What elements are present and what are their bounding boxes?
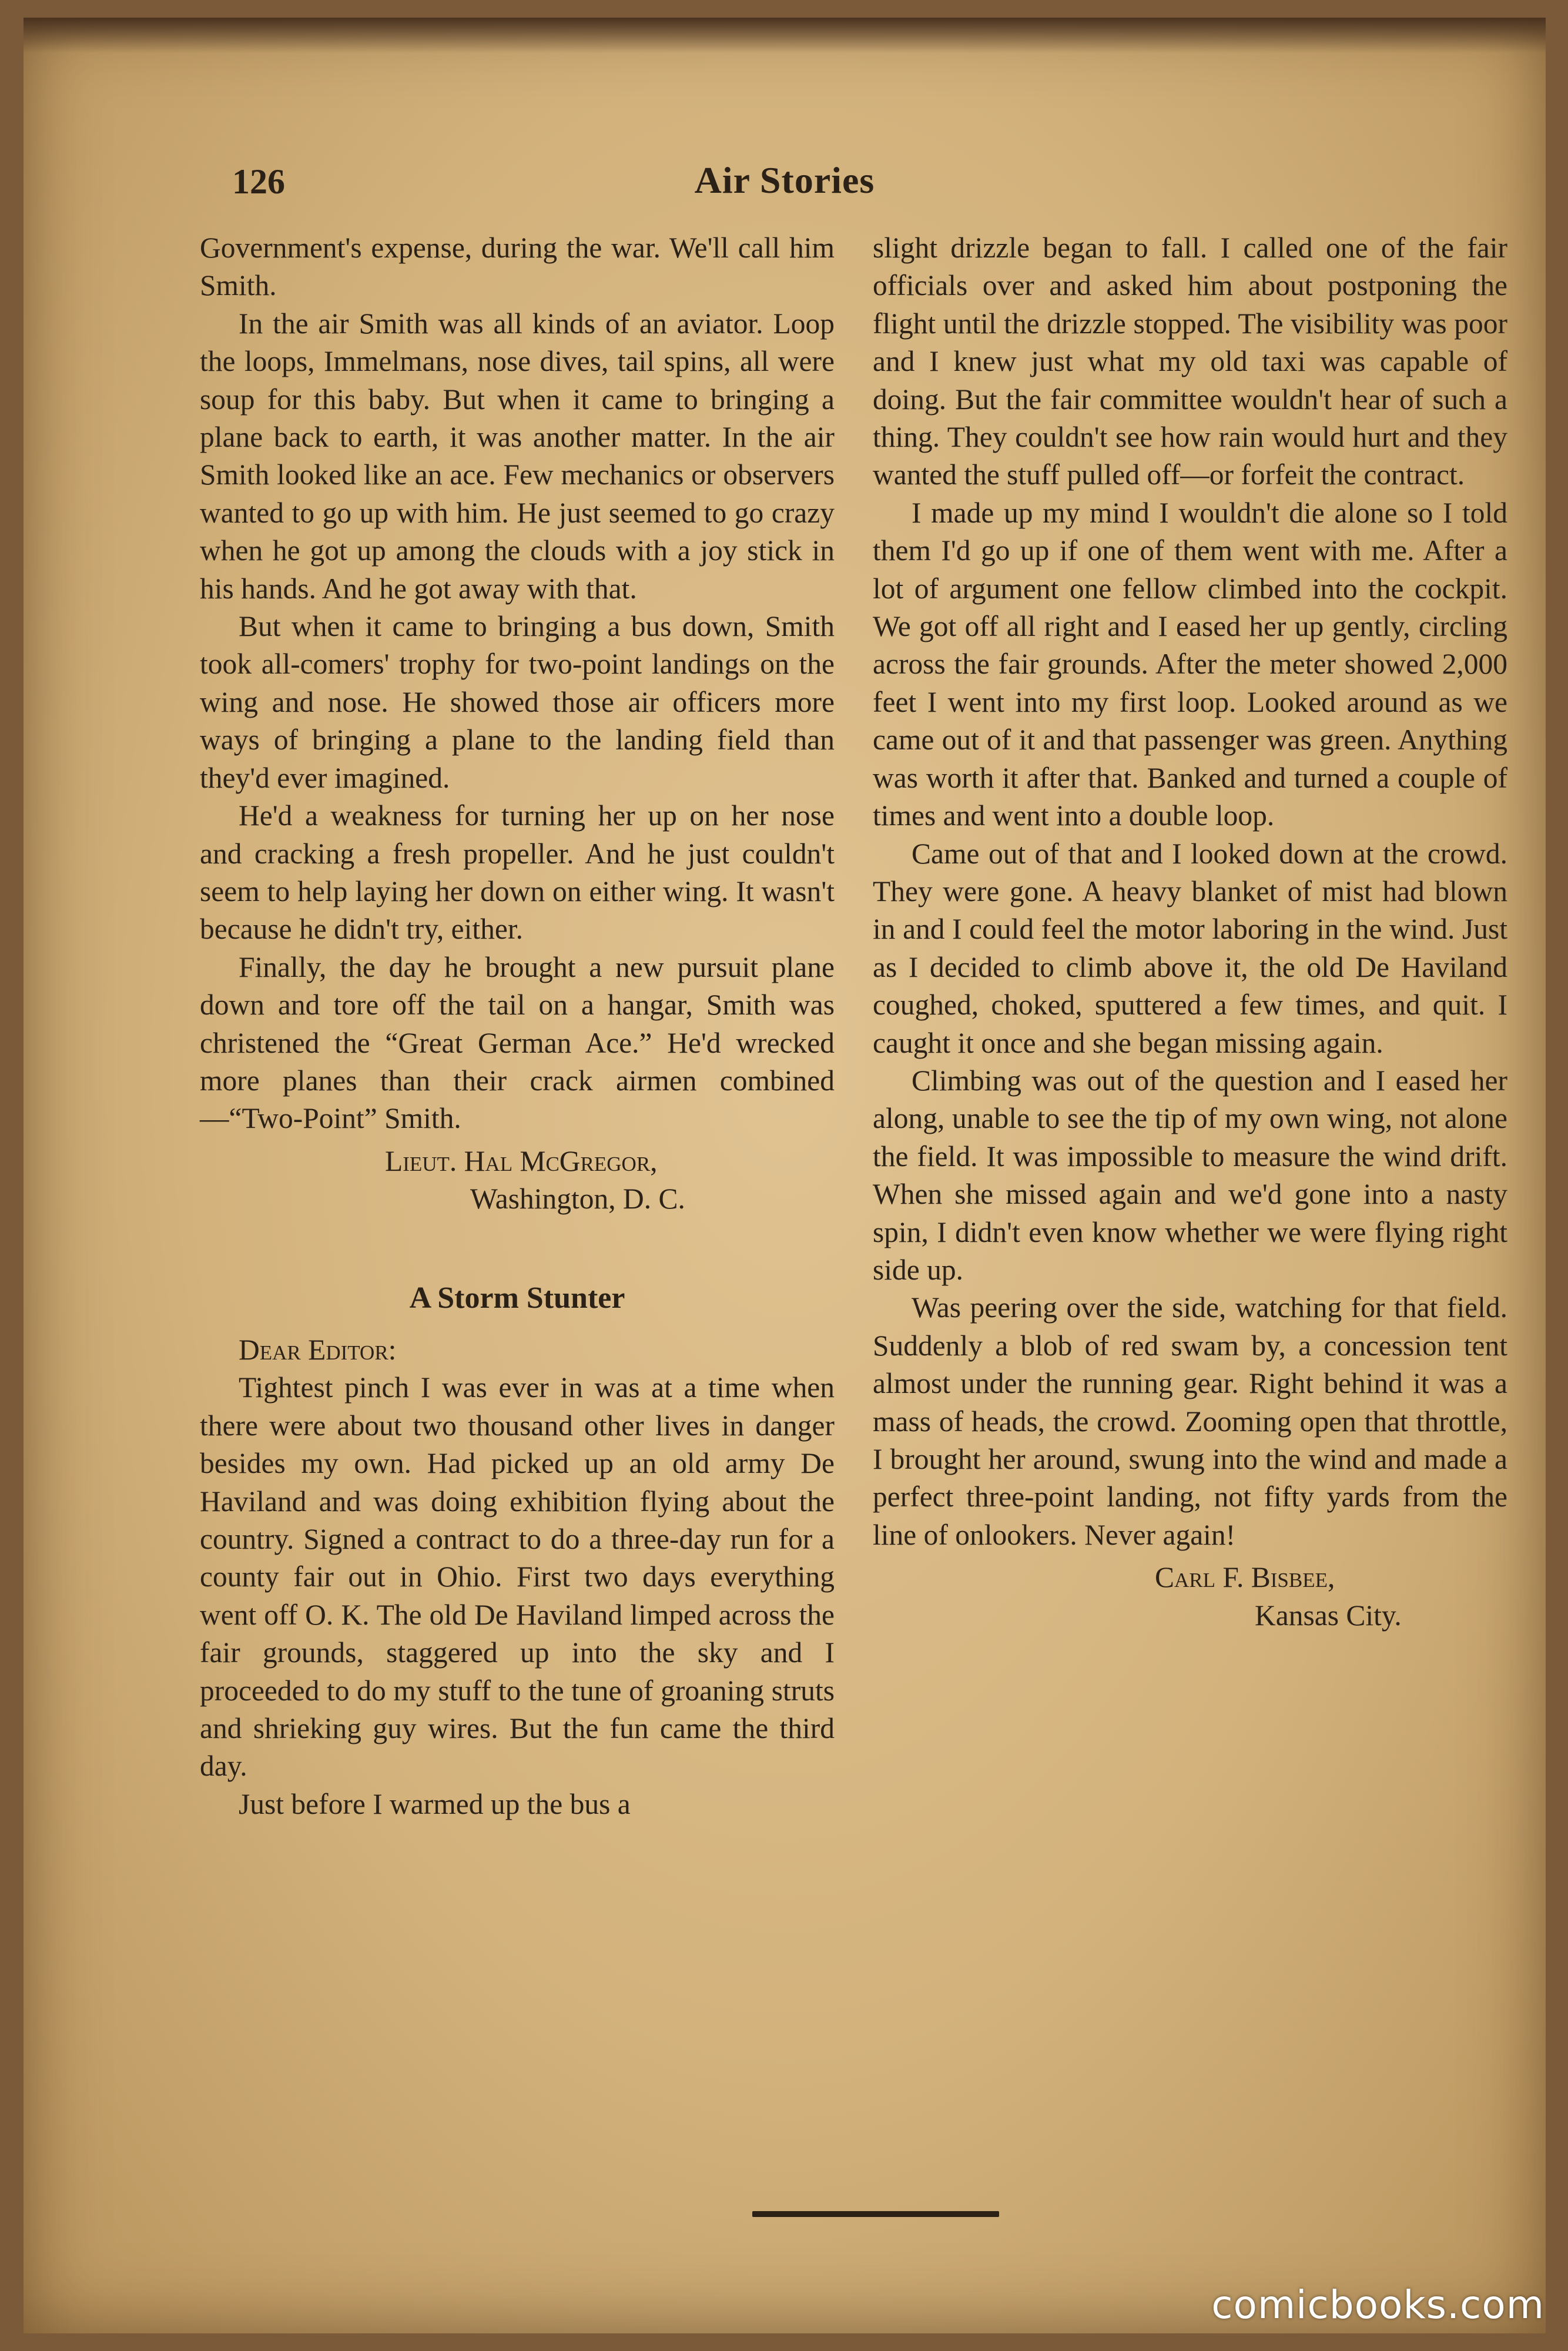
- paragraph: Just before I warmed up the bus a: [239, 1787, 631, 1820]
- signature-place: Kansas City.: [1255, 1599, 1402, 1632]
- end-rule: [752, 2211, 999, 2217]
- letter-signature: [873, 1559, 1507, 1635]
- signature-name: Carl F. Bisbee,: [1155, 1561, 1335, 1594]
- paragraph: In the air Smith was all kinds of an aviator. Loop the loops, Immelmans, nose dives, tail spins, all were soup for this baby. But when it came to bringing a plane back to earth, it was another matter. In the air Smith looked like an ace. Few mechanics or observers wanted to go up with him. He just seemed to go crazy when he got up among the clouds with a joy stick in his hands. And he got away with that.: [200, 307, 835, 605]
- paragraph: Climbing was out of the question and I eased her along, unable to see the tip of my own wing, not alone the field. It was impossible to measure the wind drift. When she missed again and we'd gone into a nasty spin, I didn't even know whether we were flying right side up.: [873, 1064, 1507, 1286]
- paragraph: Was peering over the side, watching for that field. Suddenly a blob of red swam by, a concession tent almost under the running gear. Right behind it was a mass of heads, the crowd. Zooming open that throttle, I brought her around, swung into the wind and made a perfect three-point landing, not fifty yards from the line of onlookers. Never again!: [873, 1291, 1507, 1551]
- salutation: Dear Editor:: [239, 1333, 397, 1366]
- left-column: [200, 229, 835, 1823]
- paragraph: slight drizzle began to fall. I called one of the fair officials over and asked him about postponing the flight until the drizzle stopped. The visibility was poor and I knew just what my old taxi was capable of doing. But the fair committee wouldn't hear of such a thing. They couldn't see how rain would hurt and they wanted the stuff pulled off—or forfeit the contract.: [873, 232, 1507, 491]
- letter-signature: [200, 1143, 835, 1218]
- paragraph: Government's expense, during the war. We'll call him Smith.: [200, 232, 835, 302]
- running-title: Air Stories: [694, 159, 875, 201]
- paragraph: Tightest pinch I was ever in was at a time when there were about two thousand other lives in danger besides my own. Had picked up an old army De Haviland and was doing exhibition flying about the country. Signed a contract to do a three-day run for a county fair out in Ohio. First two days everything went off O. K. The old De Haviland limped across the fair grounds, staggered up into the sky and I proceeded to do my stuff to the tune of groaning struts and shrieking guy wires. But the fun came the third day.: [200, 1371, 835, 1783]
- signature-name: Lieut. Hal McGregor,: [385, 1144, 658, 1177]
- signature-place: Washington, D. C.: [470, 1183, 685, 1215]
- paragraph: I made up my mind I wouldn't die alone so I told them I'd go up if one of them went with me. After a lot of argument one fellow climbed into the cockpit. We got off all right and I eased her up gently, circling across the fair grounds. After the meter showed 2,000 feet I went into my first loop. Looked around as we came out of it and that passenger was green. Anything was worth it after that. Banked and turned a couple of times and went into a double loop.: [873, 496, 1507, 832]
- paragraph: Finally, the day he brought a new pursuit plane down and tore off the tail on a hangar, Smith was christened the “Great German Ace.” He'd wrecked more planes than their crack airmen combined—“Two-Point” Smith.: [200, 950, 835, 1135]
- page-number: 126: [232, 162, 285, 201]
- paragraph: He'd a weakness for turning her up on her nose and cracking a fresh propeller. And he just couldn't seem to help laying her down on either wing. It wasn't because he didn't try, either.: [200, 799, 835, 946]
- section-heading: A Storm Stunter: [409, 1281, 625, 1315]
- paragraph: But when it came to bringing a bus down, Smith took all-comers' trophy for two-point landings on the wing and nose. He showed those air officers more ways of bringing a plane to the landing field than they'd ever imagined.: [200, 610, 835, 794]
- page-top-shadow: [24, 18, 1546, 53]
- watermark: comicbooks.com: [1211, 2282, 1544, 2327]
- right-column: [873, 229, 1507, 1635]
- paragraph: Came out of that and I looked down at the crowd. They were gone. A heavy blanket of mist had blown in and I could feel the motor laboring in the wind. Just as I decided to climb above it, the old De Haviland coughed, choked, sputtered a few times, and quit. I caught it once and she began missing again.: [873, 837, 1507, 1059]
